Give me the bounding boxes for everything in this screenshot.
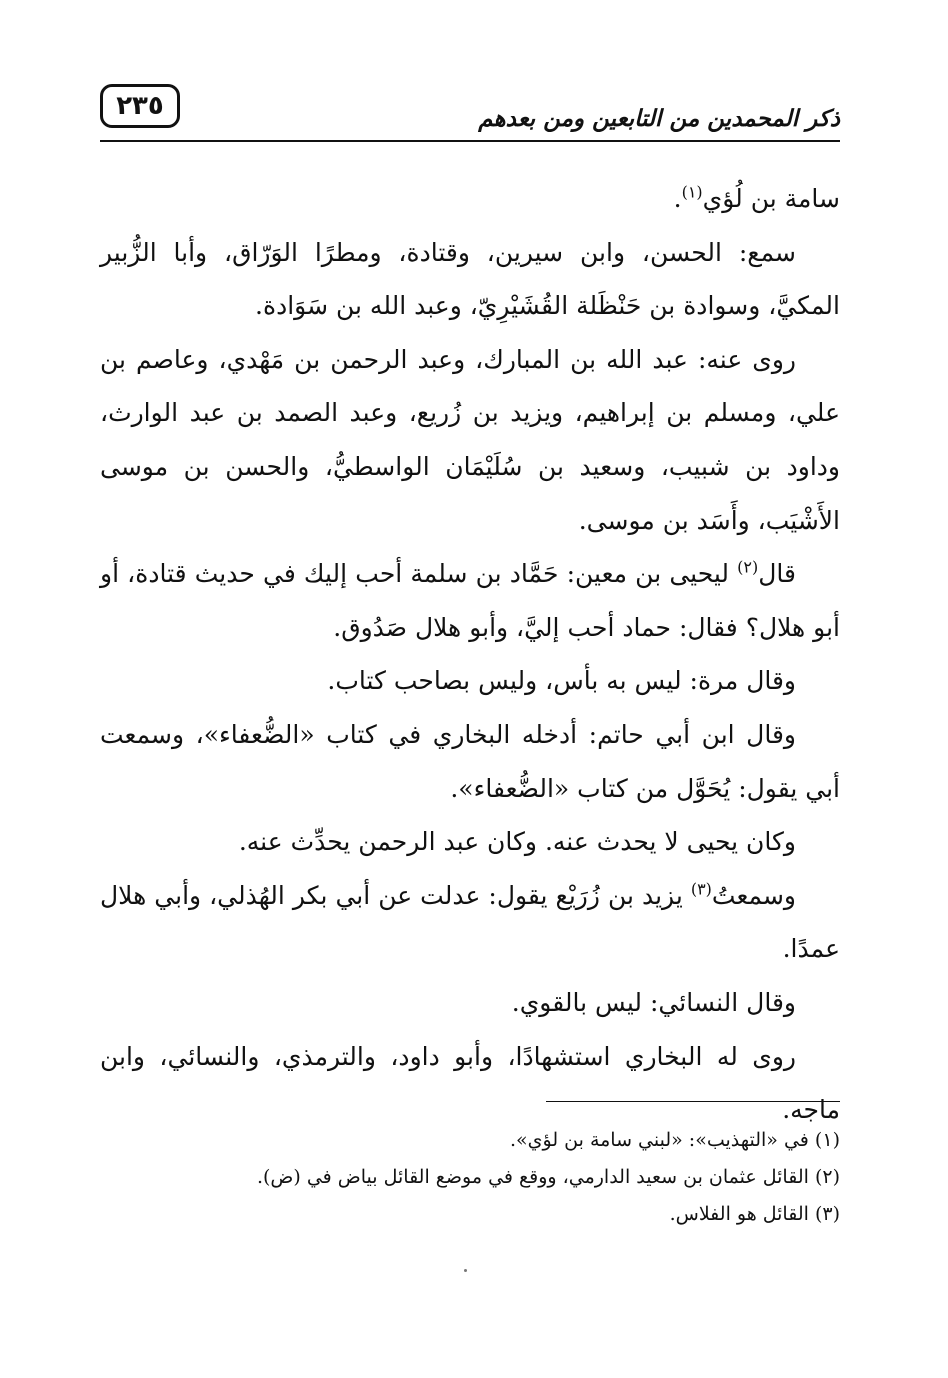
- page-number: ٢٣٥: [100, 84, 180, 128]
- scan-speck: [464, 1269, 467, 1272]
- paragraph-another-time: وقال مرة: ليس به بأس، وليس بصاحب كتاب.: [327, 666, 796, 696]
- footnote-marker: (١): [681, 182, 703, 202]
- paragraph-students: روى عنه: عبد الله بن المبارك، وعبد الرحمن بن مَهْدي، وعاصم بن علي، ومسلم بن إبراهيم، ويزيد بن زُريع، وعبد الصمد بن عبد الوارث، وداود بن شبيب، وسعيد بن سُلَيْمَان الواسطيُّ، والحسن بن موسى الأَشْيَب، وأَسَد بن موسى.: [100, 344, 840, 535]
- paragraph-nasai: وقال النسائي: ليس بالقوي.: [511, 987, 796, 1017]
- footnote-rule: [546, 1101, 840, 1102]
- footnote-2: (٢) القائل عثمان بن سعيد الدارمي، ووقع في موضع القائل بياض في (ض).: [256, 1166, 840, 1188]
- paragraph-narrators: روى له البخاري استشهادًا، وأبو داود، والترمذي، والنسائي، وابن ماجه.: [100, 1041, 840, 1125]
- running-title: ذكر المحمدين من التابعين ومن بعدهم: [478, 106, 840, 132]
- footnote-marker: (٢): [737, 557, 759, 577]
- header-rule: [100, 140, 840, 142]
- footnote-3: (٣) القائل هو الفلاس.: [669, 1203, 840, 1225]
- paragraph-ibn-maeen: قال$^{(٢)}$ ليحيى بن معين: حَمَّاد بن سلمة أحب إليك في حديث قتادة، أو أبو هلال؟ فقال: حماد أحب إليَّ، وأبو هلال صَدُوق.: [100, 557, 840, 642]
- paragraph-name-line: سامة بن لُؤي$^{(١)}$.: [673, 182, 840, 213]
- paragraph-yahya: وكان يحيى لا يحدث عنه. وكان عبد الرحمن يحدِّث عنه.: [238, 827, 796, 857]
- paragraph-yazid: وسمعتُ$^{(٣)}$ يزيد بن زُرَيْع يقول: عدلت عن أبي بكر الهُذلي، وأبي هلال عمدًا.: [100, 879, 840, 964]
- paragraph-ibn-abi-hatim: وقال ابن أبي حاتم: أدخله البخاري في كتاب «الضُّعفاء»، وسمعت أبي يقول: يُحَوَّل من كتاب «الضُّعفاء».: [100, 719, 840, 803]
- main-text: [100, 172, 840, 1137]
- footnotes: [100, 1122, 840, 1233]
- page-header: [100, 84, 840, 144]
- footnote-marker: (٣): [690, 879, 712, 899]
- paragraph-teachers: سمع: الحسن، وابن سيرين، وقتادة، ومطرًا الوَرّاق، وأبا الزُّبير المكيَّ، وسوادة بن حَنْظَلة القُشَيْرِيّ، وعبد الله بن سَوَادة.: [100, 237, 840, 321]
- footnote-1: (١) في «التهذيب»: «لبني سامة بن لؤي».: [509, 1129, 840, 1151]
